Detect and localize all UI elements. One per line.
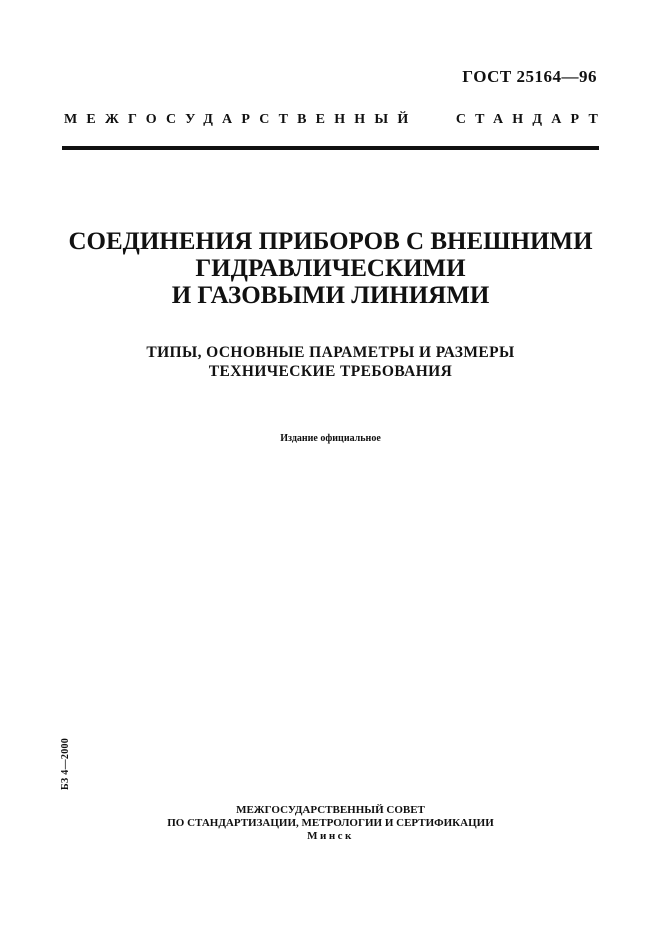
- document-subtitle: [30, 343, 631, 381]
- standard-type-word-1: МЕЖГОСУДАРСТВЕННЫЙ: [64, 112, 418, 127]
- subtitle-line-2: ТЕХНИЧЕСКИЕ ТРЕБОВАНИЯ: [208, 363, 453, 380]
- publisher-city: Минск: [307, 830, 354, 842]
- header-rule: [62, 146, 599, 150]
- subtitle-line-1: ТИПЫ, ОСНОВНЫЕ ПАРАМЕТРЫ И РАЗМЕРЫ: [146, 344, 515, 361]
- publisher-block: [30, 804, 631, 843]
- publisher-line-1: МЕЖГОСУДАРСТВЕННЫЙ СОВЕТ: [236, 804, 425, 816]
- title-line-3: И ГАЗОВЫМИ ЛИНИЯМИ: [171, 282, 490, 309]
- publisher-line-2: ПО СТАНДАРТИЗАЦИИ, МЕТРОЛОГИИ И СЕРТИФИКАЦИИ: [167, 817, 494, 829]
- document-title: [30, 228, 631, 309]
- title-line-2: ГИДРАВЛИЧЕСКИМИ: [195, 255, 466, 282]
- title-line-1: СОЕДИНЕНИЯ ПРИБОРОВ С ВНЕШНИМИ: [68, 228, 593, 255]
- standard-type: [64, 112, 607, 128]
- document-number: ГОСТ 25164—96: [462, 67, 597, 86]
- edition-note: Издание официальное: [280, 433, 381, 444]
- standard-type-word-2: СТАНДАРТ: [455, 112, 607, 127]
- side-code: БЗ 4—2000: [60, 737, 71, 790]
